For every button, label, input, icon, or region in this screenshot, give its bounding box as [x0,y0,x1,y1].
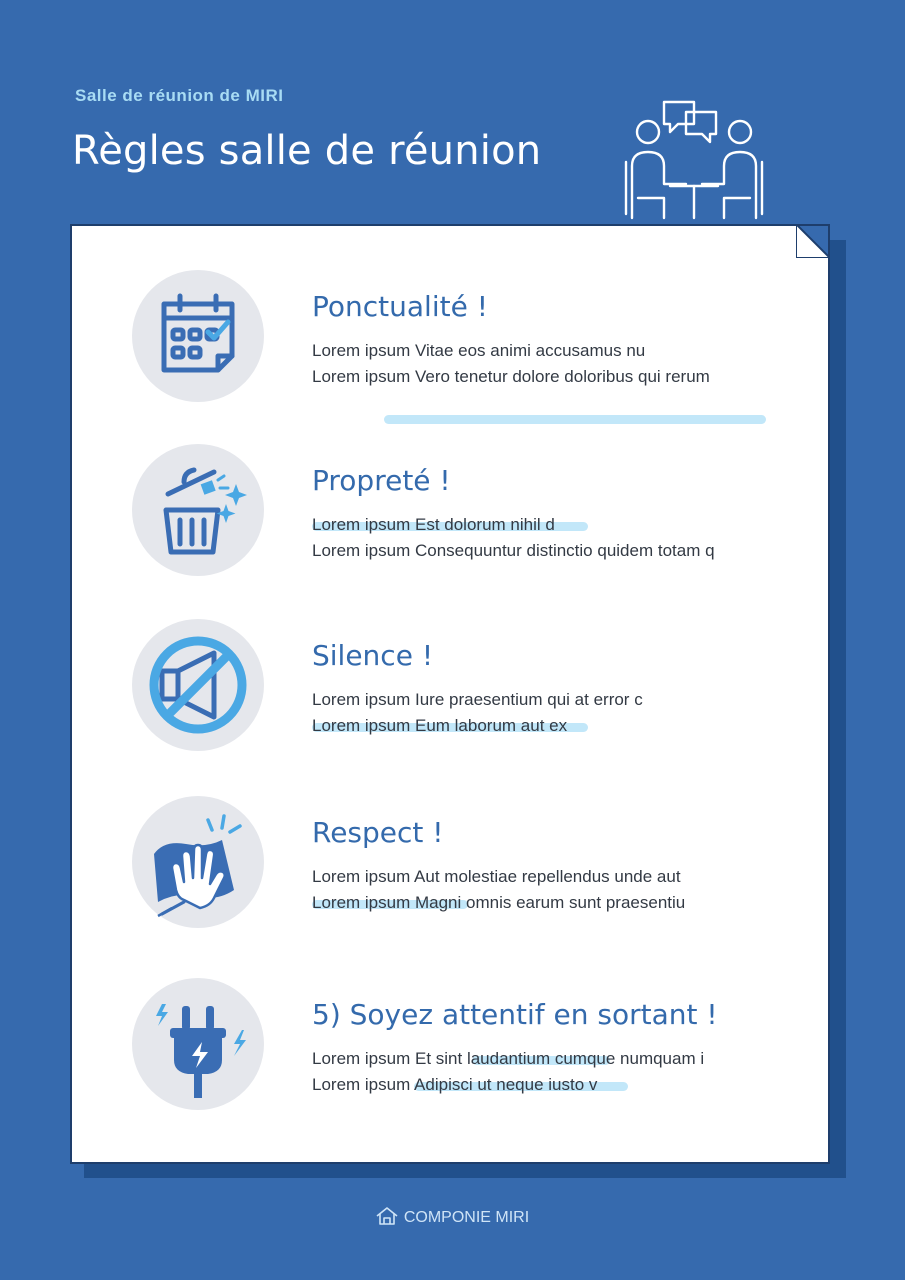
rule-text-line: Lorem ipsum Iure praesentium qui at error c [312,690,643,709]
power-plug-icon [132,978,264,1110]
rule-item [72,796,830,936]
rule-text-line: Lorem ipsum Eum laborum aut ex [312,716,568,735]
rule-item [72,270,830,410]
page-title: Règles salle de réunion [72,128,542,174]
rule-text-line: Lorem ipsum Magni omnis earum sunt praesentiu [312,893,686,912]
rule-heading: Ponctualité ! [312,290,488,323]
footer-brand [0,1207,905,1227]
rule-text-line: Lorem ipsum Vitae eos animi accusamus nu [312,341,646,360]
rule-item [72,978,830,1118]
rule-heading: Silence ! [312,639,434,672]
no-speaker-icon [132,619,264,751]
footer-brand-text: COMPONIE MIRI [403,1209,530,1226]
text-highlight [384,415,766,424]
rule-heading: Propreté ! [312,464,451,497]
house-icon [376,1207,398,1225]
rule-heading: Respect ! [312,816,444,849]
rule-icon-circle [132,444,264,576]
rule-icon-circle [132,619,264,751]
rule-item [72,619,830,759]
rule-text-line: Lorem ipsum Adipisci ut neque iusto v [312,1075,598,1094]
meeting-people-icon [618,94,770,226]
calendar-icon [132,270,264,402]
cleaning-hand-icon [132,796,264,928]
rule-text-line: Lorem ipsum Et sint laudantium cumque numquam i [312,1049,705,1068]
rule-icon-circle [132,978,264,1110]
page-subtitle: Salle de réunion de MIRI [75,86,284,105]
rule-item [72,444,830,584]
rule-heading: 5) Soyez attentif en sortant ! [312,998,718,1031]
rule-text-line: Lorem ipsum Consequuntur distinctio quidem totam q [312,541,715,560]
rules-card [70,224,830,1164]
rule-text-line: Lorem ipsum Est dolorum nihil d [312,515,555,534]
trash-can-icon [132,444,264,576]
page-fold-corner [796,224,830,258]
rule-text-line: Lorem ipsum Aut molestiae repellendus unde aut [312,867,681,886]
rule-icon-circle [132,796,264,928]
rule-icon-circle [132,270,264,402]
rule-text-line: Lorem ipsum Vero tenetur dolore doloribus qui rerum [312,367,710,386]
